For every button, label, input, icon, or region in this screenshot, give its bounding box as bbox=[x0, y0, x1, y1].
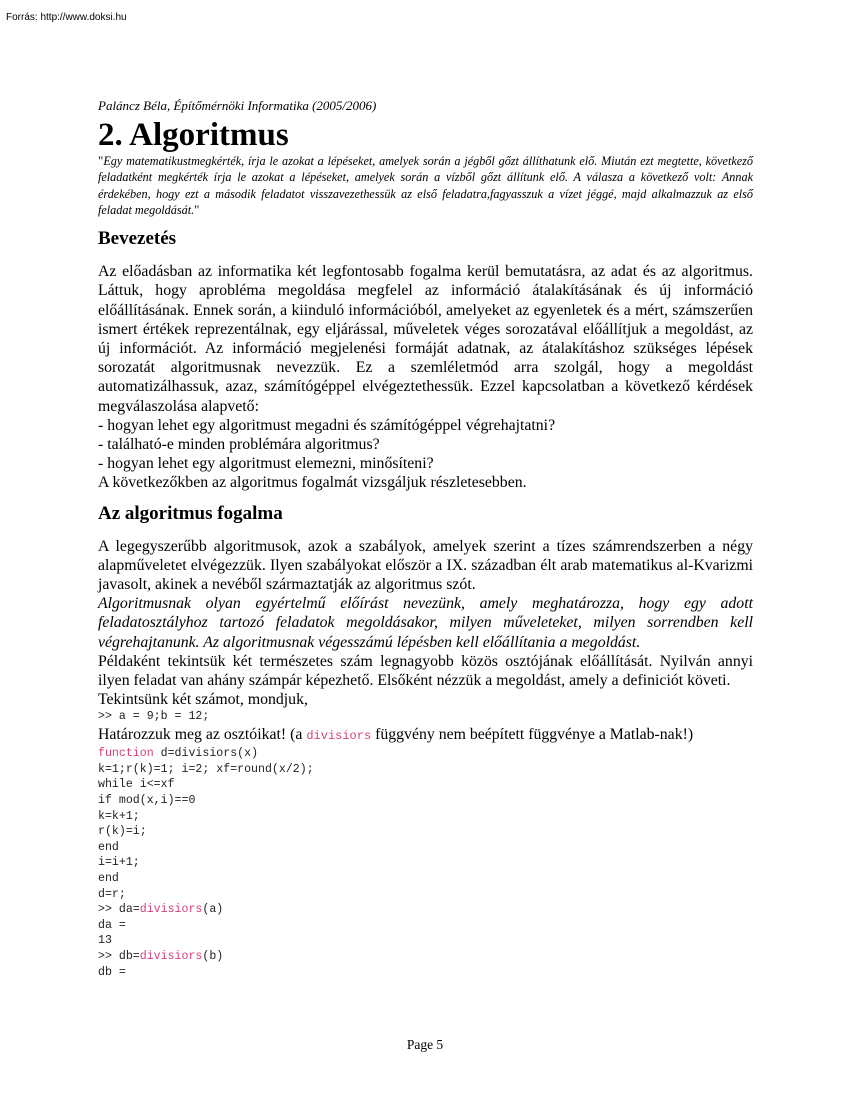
function-signature: d=divisiors(x) bbox=[153, 747, 259, 761]
divisors-intro bbox=[98, 725, 753, 746]
page-title: 2. Algoritmus bbox=[98, 117, 289, 153]
list-item: - található-e minden problémára algoritmus? bbox=[98, 436, 380, 454]
code-line: k=k+1; bbox=[98, 809, 140, 823]
code-output-value: 13 bbox=[98, 934, 112, 948]
code-output-label: db = bbox=[98, 965, 126, 979]
source-label: Forrás: http://www.doksi.hu bbox=[6, 12, 127, 23]
page-number: Page 5 bbox=[406, 1037, 444, 1052]
code-call-a bbox=[98, 902, 753, 918]
example-numbers-intro: Tekintsünk két számot, mondjuk, bbox=[98, 691, 308, 709]
call-function-name: divisiors bbox=[139, 903, 203, 917]
code-output-label: da = bbox=[98, 918, 126, 932]
code-line: i=i+1; bbox=[98, 856, 140, 870]
call-argument: (a) bbox=[202, 903, 224, 917]
call-prefix: >> da= bbox=[98, 903, 140, 917]
code-line: while i<=xf bbox=[98, 778, 175, 792]
example-paragraph: Példaként tekintsük két természetes szám legnagyobb közös osztójának előállítását. Nyilván annyi ilyen feladat van ahány számpár képezhető. Elsőként nézzük a megoldást, amely a definiciót követi. bbox=[98, 652, 753, 690]
call-prefix: >> db= bbox=[98, 949, 140, 963]
divisors-intro-text: Határozzuk meg az osztóikat! (a bbox=[98, 726, 307, 744]
code-line: r(k)=i; bbox=[98, 825, 147, 839]
code-call-b bbox=[98, 949, 753, 965]
code-line: end bbox=[98, 872, 119, 885]
question-list bbox=[98, 416, 753, 474]
algorithm-intro-paragraph: A legegyszerűbb algoritmusok, azok a szabályok, amelyek szerint a tízes számrendszerben a négy alapműveletet elvégezzük. Ilyen szabályokat először a IX. században élt arab matematikus al-Kvarizmi javasolt, akinek a nevéből származtatják az algoritmus szót. bbox=[98, 537, 753, 594]
function-keyword: function bbox=[98, 747, 154, 761]
call-argument: (b) bbox=[202, 949, 224, 963]
section-heading-algoritmus-fogalma: Az algoritmus fogalma bbox=[98, 502, 283, 524]
quote-close-mark: " bbox=[194, 201, 200, 217]
section-heading-bevezetes: Bevezetés bbox=[98, 228, 177, 250]
intro-closing: A következőkben az algoritmus fogalmát vizsgáljuk részletesebben. bbox=[98, 474, 527, 492]
code-function-line bbox=[98, 746, 753, 762]
code-line: if mod(x,i)==0 bbox=[98, 794, 196, 808]
epigraph-quote bbox=[98, 153, 753, 218]
list-item: - hogyan lehet egy algoritmust megadni és számítógéppel végrehajtatni? bbox=[98, 416, 556, 434]
quote-open-mark: " bbox=[98, 153, 104, 168]
code-line: end bbox=[98, 840, 119, 854]
divisors-intro-text-end: függvény nem beépített függvénye a Matlab-nak!) bbox=[371, 726, 694, 744]
intro-paragraph: Az előadásban az informatika két legfontosabb fogalma kerül bemutatásra, az adat és az algoritmus. Láttuk, hogy aprobléma megoldása megfelel az információ átalakításának és új információ előállításának. Ennek során, a kiinduló információból, amelyeket az egyenletek és a mért, számszerűen ismert értékek reprezentálnak, egy eljárással, műveletek véges sorozatával előállítjuk a megoldást, az új információt. Az információ megjelenési formáját adatnak, az átalakításhoz szükséges lépések sorozatát algoritmusnak nevezzük. Ez a szemléletmód arra szolgál, hogy a megoldást automatizálhassuk, azaz, számítógéppel elvégeztethessük. Ezzel kapcsolatban a következő kérdések megválaszolása alapvető: bbox=[98, 263, 753, 415]
inline-function-name: divisiors bbox=[306, 729, 372, 744]
list-item: - hogyan lehet egy algoritmust elemezni, minősíteni? bbox=[98, 455, 434, 473]
algorithm-definition: Algoritmusnak olyan egyértelmű előírást nevezünk, amely meghatározza, hogy egy adott feladatosztályhoz tartozó feladatok megoldásakor, milyen műveleteket, milyen sorrendben kell végrehajtanunk. Az algoritmusnak végesszámú lépésben kell előállítania a megoldást. bbox=[98, 595, 753, 651]
quote-text: Egy matematikustmegkérték, írja le azokat a lépéseket, amelyek során a jégből gőzt állíthatunk elő. Miután ezt megtette, következő feladatként megkérték írja le azokat a lépéseket, amelyek során a vízből gőzt állítunk elő. A válasza a következő volt: Annak érdekében, hogy ezt a második feladatot visszavezethessük az első feladatra,fagyasszuk a vízet jéggé, majd alkalmazzuk az első feladat megoldását. bbox=[98, 154, 753, 217]
code-block bbox=[98, 746, 753, 980]
author-line: Paláncz Béla, Építőmérnöki Informatika (2005/2006) bbox=[98, 98, 377, 113]
code-assign-line: >> a = 9;b = 12; bbox=[98, 710, 210, 724]
document-page bbox=[98, 98, 753, 980]
call-function-name: divisiors bbox=[139, 949, 203, 963]
code-line: k=1;r(k)=1; i=2; xf=round(x/2); bbox=[98, 762, 314, 776]
code-line: d=r; bbox=[98, 887, 126, 901]
